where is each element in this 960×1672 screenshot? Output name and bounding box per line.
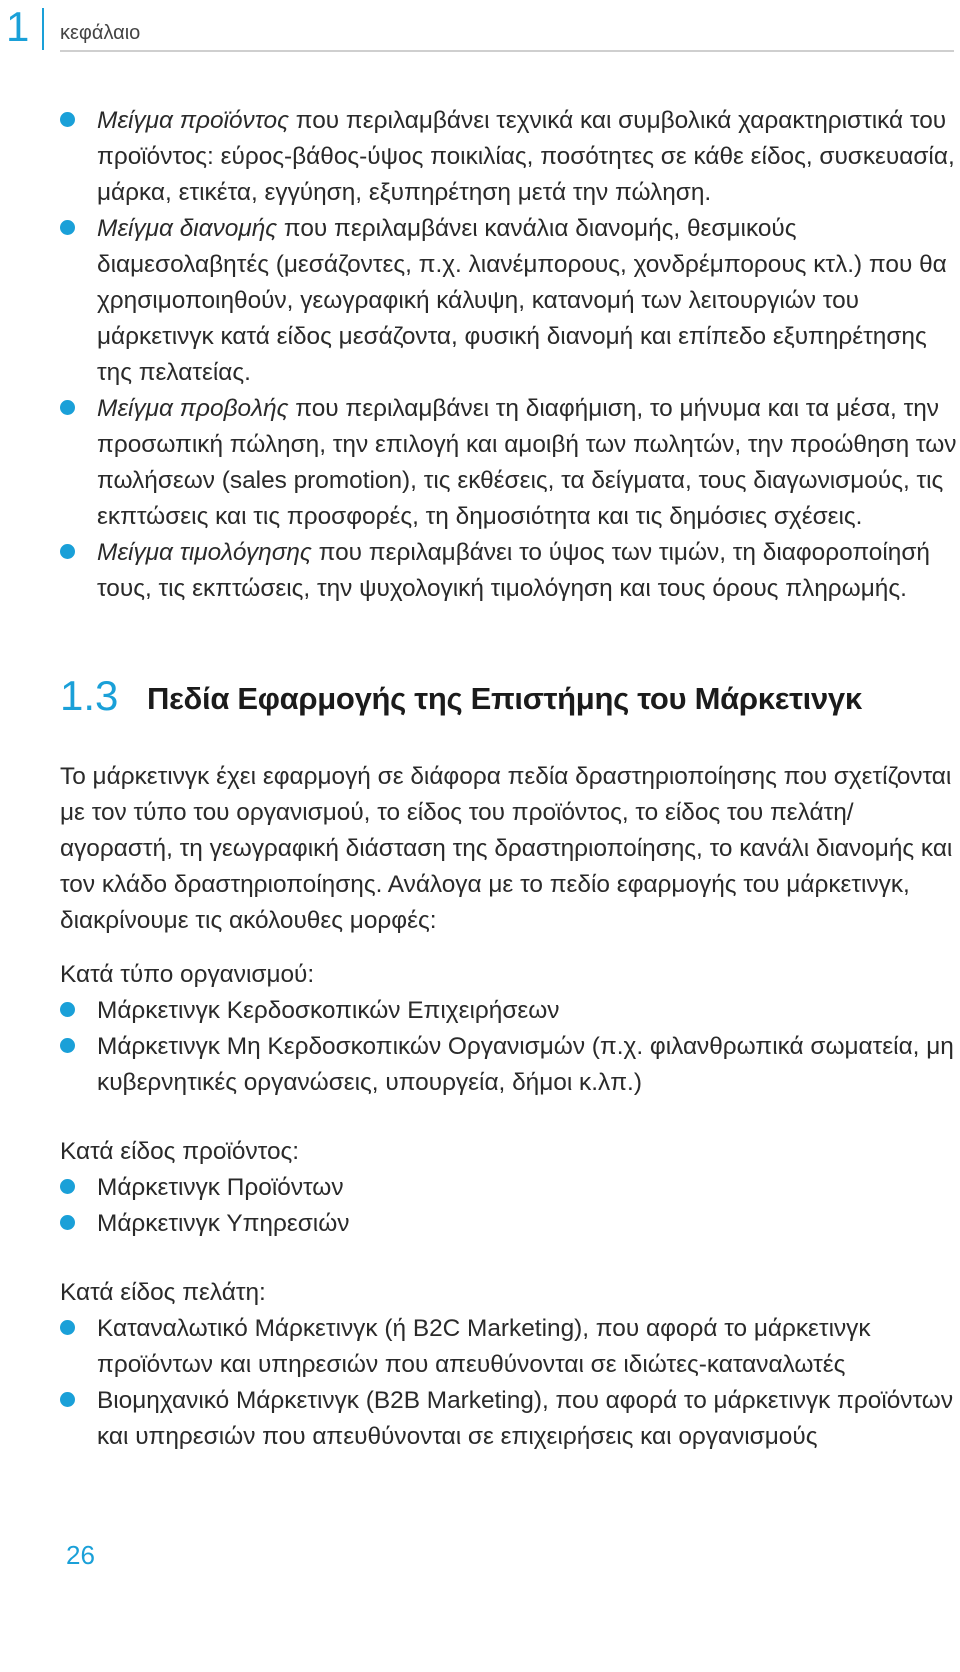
mix-text: που περιλαμβάνει κανάλια διανομής, θεσμικούς διαμεσολαβητές (μεσάζοντες, π.χ. λιανέμπορους, χονδρέμπορους κτλ.) που θα χρησιμοποιηθούν, γεωγραφική κάλυψη, κατανομή των λειτουργιών του μάρκετινγκ κατά είδος μεσάζοντα, φυσική διανομή και επίπεδο εξυπηρέτησης της πελατείας. [97, 215, 947, 386]
section-number: 1.3 [60, 672, 119, 719]
section-heading [60, 673, 960, 721]
mix-text: που περιλαμβάνει τεχνικά και συμβολικά χαρακτηριστικά του προϊόντος: εύρος-βάθος-ύψος ποικιλίας, ποσότητες σε κάθε είδος, συσκευασία, μάρκα, ετικέτα, εγγύηση, εξυπηρέτηση μετά την πώληση. [97, 107, 955, 206]
list-item [60, 391, 960, 535]
list-item [60, 211, 960, 391]
bullet-icon [60, 1002, 75, 1017]
bullet-icon [60, 544, 75, 559]
group-list [60, 1170, 960, 1242]
mix-term: Μείγμα προβολής [97, 395, 289, 422]
section-intro: Το μάρκετινγκ έχει εφαρμογή σε διάφορα πεδία δραστηριοποίησης που σχετίζονται με τον τύπο του οργανισμού, το είδος του προϊόντος, το είδος του πελάτη/αγοραστή, τη γεωγραφική διάσταση της δραστηριοποίησης, το κανάλι διανομής και τον κλάδο δραστηριοποίησης. Ανάλογα με το πεδίο εφαρμογής του μάρκετινγκ, διακρίνουμε τις ακόλουθες μορφές: [60, 763, 953, 934]
list-item [60, 1029, 960, 1101]
bullet-icon [60, 220, 75, 235]
bullet-icon [60, 1320, 75, 1335]
page-header [0, 0, 960, 60]
list-item-text: Μάρκετινγκ Υπηρεσιών [97, 1210, 350, 1237]
group-label: Κατά είδος πελάτη: [60, 1279, 266, 1306]
chapter-label: κεφάλαιο [60, 22, 141, 44]
header-rule [60, 50, 954, 52]
list-item-text: Βιομηχανικό Μάρκετινγκ (B2B Marketing), που αφορά το μάρκετινγκ προϊόντων και υπηρεσιών που απευθύνονται σε επιχειρήσεις και οργανισμούς [97, 1387, 954, 1450]
list-item-text: Μάρκετινγκ Κερδοσκοπικών Επιχειρήσεων [97, 997, 560, 1024]
bullet-icon [60, 1215, 75, 1230]
page-number: 26 [66, 1540, 95, 1570]
list-item [60, 103, 960, 211]
mix-term: Μείγμα τιμολόγησης [97, 539, 312, 566]
chapter-separator [42, 8, 44, 50]
bullet-icon [60, 1179, 75, 1194]
bullet-icon [60, 1038, 75, 1053]
mix-text: που περιλαμβάνει τη διαφήμιση, το μήνυμα και τα μέσα, την προσωπική πώληση, την επιλογή και αμοιβή των πωλητών, την προώθηση των πωλήσεων (sales promotion), τις εκθέσεις, τα δείγματα, τους διαγωνισμούς, τις εκπτώσεις και τις προσφορές, τη δημοσιότητα και τις δημόσιες σχέσεις. [97, 395, 957, 530]
list-item [60, 1383, 960, 1455]
chapter-number: 1 [6, 3, 30, 50]
bullet-icon [60, 112, 75, 127]
list-item [60, 1170, 960, 1206]
group-label: Κατά είδος προϊόντος: [60, 1138, 300, 1165]
list-item-text: Μάρκετινγκ Προϊόντων [97, 1174, 344, 1201]
page-content [60, 103, 960, 1455]
list-item [60, 535, 960, 607]
mix-term: Μείγμα προϊόντος [97, 107, 289, 134]
mix-list [60, 103, 960, 607]
mix-term: Μείγμα διανομής [97, 215, 278, 242]
group-list [60, 1311, 960, 1455]
list-item [60, 1311, 960, 1383]
bullet-icon [60, 1392, 75, 1407]
bullet-icon [60, 400, 75, 415]
mix-text: που περιλαμβάνει το ύψος των τιμών, τη διαφοροποίησή τους, τις εκπτώσεις, την ψυχολογική τιμολόγηση και τους όρους πληρωμής. [97, 539, 930, 602]
list-item-text: Καταναλωτικό Μάρκετινγκ (ή B2C Marketing), που αφορά το μάρκετινγκ προϊόντων και υπηρεσιών που απευθύνονται σε ιδιώτες-καταναλωτές [97, 1315, 871, 1378]
group-label: Κατά τύπο οργανισμού: [60, 961, 315, 988]
section-title: Πεδία Εφαρμογής της Επιστήμης του Μάρκετινγκ [147, 681, 862, 716]
list-item-text: Μάρκετινγκ Μη Κερδοσκοπικών Οργανισμών (π.χ. φιλανθρωπικά σωματεία, μη κυβερνητικές οργανώσεις, υπουργεία, δήμοι κ.λπ.) [97, 1033, 954, 1096]
list-item [60, 993, 960, 1029]
group-list [60, 993, 960, 1101]
list-item [60, 1206, 960, 1242]
